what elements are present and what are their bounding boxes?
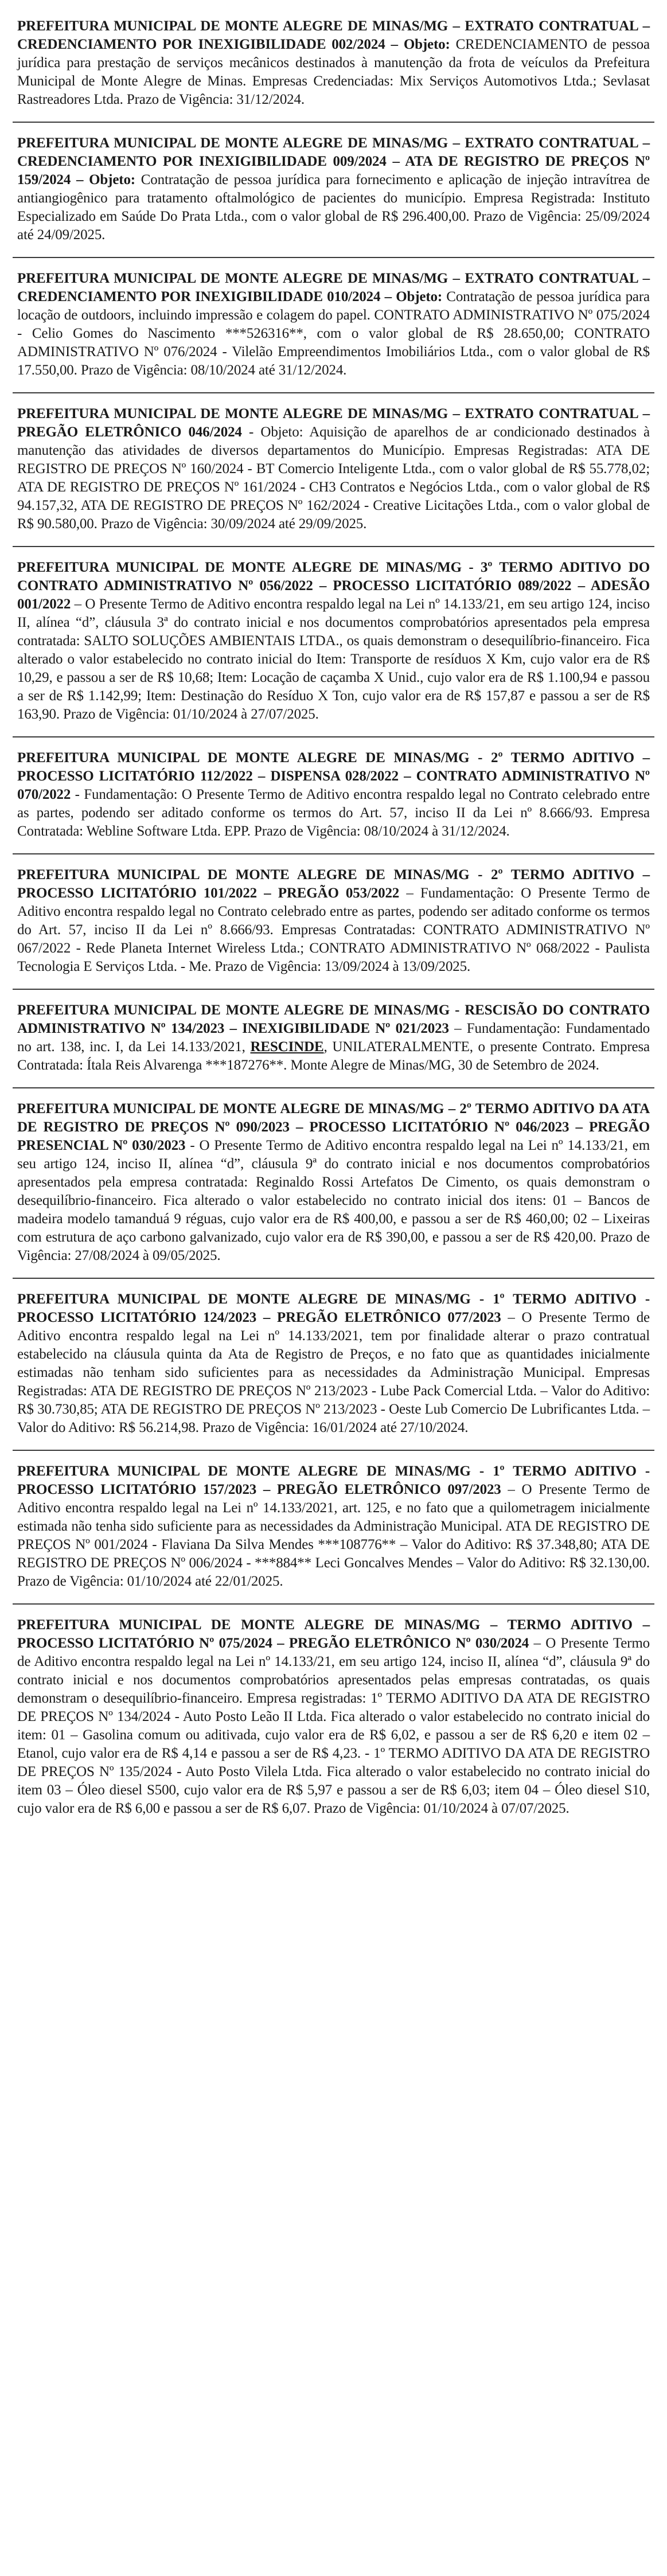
notice-body: – O Presente Termo de Aditivo encontra respaldo legal na Lei nº 14.133/21, em seu artigo 124, inciso II, alínea “d”, cláusula 3ª do contrato inicial e nos documentos comprobatórios apresentados pela empresa contratada: SALTO SOLUÇÕES AMBIENTAIS LTDA., os quais demonstram o desequilíbrio-financeiro. Fica alterado o valor estabelecido no contrato inicial do Item: Transporte de resíduos X Km, cujo valor era de R$ 10,29, e passou a ser de R$ 10,68; Item: Locação de caçamba X Unid., cujo valor era de R$ 1.100,94 e passou a ser de R$ 1.142,99; Item: Destinação do Resíduo X Ton, cujo valor era de R$ 157,87 e passou a ser de R$ 163,90. Prazo de Vigência: 01/10/2024 à 27/07/2025.	[17, 596, 650, 722]
notice-body: Contratação de pessoa jurídica para locação de outdoors, incluindo impressão e colagem do papel. CONTRATO ADMINISTRATIVO Nº 075/2024 - Celio Gomes do Nascimento ***526316**, com o valor global de R$ 28.650,00; CONTRATO ADMINISTRATIVO Nº 076/2024 - Vilelão Empreendimentos Imobiliários Ltda., com o valor global de R$ 17.550,00. Prazo de Vigência: 08/10/2024 até 31/12/2024.	[17, 289, 650, 378]
notice-heading: PREFEITURA MUNICIPAL DE MONTE ALEGRE DE MINAS/MG - 2º TERMO ADITIVO – PROCESSO LICITATÓRIO 101/2022 – PREGÃO 053/2022	[17, 867, 650, 901]
notice-body-continued: , UNILATERALMENTE, o presente Contrato. Empresa Contratada: Ítala Reis Alvarenga ***187276**. Monte Alegre de Minas/MG, 30 de Setembro de 2024.	[17, 1039, 650, 1073]
notice-extrato-credenciamento-009-2024	[13, 123, 654, 258]
notice-heading: PREFEITURA MUNICIPAL DE MONTE ALEGRE DE MINAS/MG – EXTRATO CONTRATUAL – PREGÃO ELETRÔNICO 046/2024	[17, 406, 650, 440]
notice-2-termo-aditivo-101-2022	[13, 854, 654, 990]
notice-heading: PREFEITURA MUNICIPAL DE MONTE ALEGRE DE MINAS/MG – EXTRATO CONTRATUAL – CREDENCIAMENTO POR INEXIGIBILIDADE 010/2024 –	[17, 271, 650, 305]
notice-heading: PREFEITURA MUNICIPAL DE MONTE ALEGRE DE MINAS/MG – TERMO ADITIVO – PROCESSO LICITATÓRIO Nº 075/2024 – PREGÃO ELETRÔNICO Nº 030/2024	[17, 1617, 650, 1651]
notice-3-termo-aditivo-056-2022	[13, 547, 654, 737]
notice-heading: PREFEITURA MUNICIPAL DE MONTE ALEGRE DE MINAS/MG – EXTRATO CONTRATUAL – CREDENCIAMENTO POR INEXIGIBILIDADE 002/2024 –	[17, 18, 650, 52]
notice-heading: PREFEITURA MUNICIPAL DE MONTE ALEGRE DE MINAS/MG – 2º TERMO ADITIVO DA ATA DE REGISTRO DE PREÇOS Nº 090/2023 – PROCESSO LICITATÓRIO Nº 046/2023 – PREGÃO PRESENCIAL Nº 030/2023	[17, 1101, 650, 1153]
notice-body: – Fundamentação: O Presente Termo de Aditivo encontra respaldo legal no Contrato celebrado entre as partes, podendo ser aditado conforme os termos do Art. 57, inciso II da Lei nº 8.666/93. Empresas Contratadas: CONTRATO ADMINISTRATIVO Nº 067/2022 - Rede Planeta Internet Wireless Ltda.; CONTRATO ADMINISTRATIVO Nº 068/2022 - Paulista Tecnologia E Serviços Ltda. - Me. Prazo de Vigência: 13/09/2024 à 13/09/2025.	[17, 885, 650, 974]
notice-2-termo-aditivo-ata-090-2023	[13, 1088, 654, 1279]
notice-extrato-credenciamento-010-2024	[13, 258, 654, 393]
notice-extrato-pregao-046-2024	[13, 393, 654, 547]
notice-body: – O Presente Termo de Aditivo encontra respaldo legal na Lei nº 14.133/2021, art. 125, e no fato que a quilometragem inicialmente estimada não tenha sido suficiente para as necessidades da Administração Municipal. ATA DE REGISTRO DE PREÇOS Nº 001/2024 - Flaviana Da Silva Mendes ***108776** – Valor do Aditivo: R$ 37.348,80; ATA DE REGISTRO DE PREÇOS Nº 006/2024 - ***884** Leci Goncalves Mendes – Valor do Aditivo: R$ 32.130,00. Prazo de Vigência: 01/10/2024 até 22/01/2025.	[17, 1482, 650, 1589]
notice-body: - Fundamentação: O Presente Termo de Aditivo encontra respaldo legal no Contrato celebrado entre as partes, podendo ser aditado conforme os termos do Art. 57, inciso II da Lei nº 8.666/93. Empresa Contratada: Webline Software Ltda. EPP. Prazo de Vigência: 08/10/2024 à 31/12/2024.	[17, 787, 650, 839]
notice-extrato-credenciamento-002-2024	[13, 6, 654, 123]
notice-heading: PREFEITURA MUNICIPAL DE MONTE ALEGRE DE MINAS/MG - 2º TERMO ADITIVO – PROCESSO LICITATÓRIO 112/2022 – DISPENSA 028/2022 – CONTRATO ADMINISTRATIVO Nº 070/2022	[17, 750, 650, 802]
notice-termo-aditivo-075-2024	[13, 1605, 654, 1830]
notice-heading: PREFEITURA MUNICIPAL DE MONTE ALEGRE DE MINAS/MG - 3º TERMO ADITIVO DO CONTRATO ADMINISTRATIVO Nº 056/2022 – PROCESSO LICITATÓRIO 089/2022 – ADESÃO 001/2022	[17, 560, 650, 612]
notice-heading: PREFEITURA MUNICIPAL DE MONTE ALEGRE DE MINAS/MG – EXTRATO CONTRATUAL – CREDENCIAMENTO POR INEXIGIBILIDADE 009/2024 – ATA DE REGISTRO DE PREÇOS Nº 159/2024 –	[17, 135, 650, 188]
notice-body: – O Presente Termo de Aditivo encontra respaldo legal na Lei nº 14.133/2021, tem por finalidade alterar o prazo contratual estabelecido na cláusula quinta da Ata de Registro de Preços, e no fato que as quantidades inicialmente estimadas não tenham sido suficientes para as necessidades da Administração Municipal. Empresas Registradas: ATA DE REGISTRO DE PREÇOS Nº 213/2023 - Lube Pack Comercial Ltda. – Valor do Aditivo: R$ 30.730,85; ATA DE REGISTRO DE PREÇOS Nº 213/2023 - Oeste Lub Comercio De Lubrificantes Ltda. – Valor do Aditivo: R$ 56.214,98. Prazo de Vigência: 16/01/2024 até 27/10/2024.	[17, 1310, 650, 1435]
notice-2-termo-aditivo-112-2022	[13, 737, 654, 854]
notice-rescisao-contrato-134-2023	[13, 990, 654, 1088]
notice-label: Objeto:	[83, 172, 135, 188]
notice-1-termo-aditivo-124-2023	[13, 1279, 654, 1451]
notice-body: - Objeto: Aquisição de aparelhos de ar condicionado destinados à manutenção das atividades de diversos departamentos do Município. Empresas Registradas: ATA DE REGISTRO DE PREÇOS Nº 160/2024 - BT Comercio Inteligente Ltda., com o valor global de R$ 55.778,02; ATA DE REGISTRO DE PREÇOS Nº 161/2024 - CH3 Contratos e Negócios Ltda., com o valor global de R$ 94.157,32, ATA DE REGISTRO DE PREÇOS Nº 162/2024 - Creative Licitações Ltda., com o valor global de R$ 90.580,00. Prazo de Vigência: 30/09/2024 até 29/09/2025.	[17, 424, 650, 532]
notice-1-termo-aditivo-157-2023	[13, 1451, 654, 1605]
notice-label: Objeto:	[397, 37, 450, 52]
notice-heading: PREFEITURA MUNICIPAL DE MONTE ALEGRE DE MINAS/MG - 1º TERMO ADITIVO - PROCESSO LICITATÓRIO 157/2023 – PREGÃO ELETRÔNICO 097/2023	[17, 1463, 650, 1497]
notice-label: Objeto:	[391, 289, 443, 305]
notice-body: – O Presente Termo de Aditivo encontra respaldo legal na Lei nº 14.133/21, em seu artigo 124, inciso II, alínea “d”, cláusula 9ª do contrato inicial e nos documentos comprobatórios apresentados pelas empresas contratadas, os quais demonstram o desequilíbrio-financeiro. Empresa registradas: 1º TERMO ADITIVO DA ATA DE REGISTRO DE PREÇOS Nº 134/2024 - Auto Posto Leão II Ltda. Fica alterado o valor estabelecido no contrato inicial do item: 01 – Gasolina comum ou aditivada, cujo valor era de R$ 6,02, e passou a ser de R$ 6,20 e item 02 – Etanol, cujo valor era de R$ 4,14 e passou a ser de R$ 4,23. - 1º TERMO ADITIVO DA ATA DE REGISTRO DE PREÇOS Nº 135/2024 - Auto Posto Vilela Ltda. Fica alterado o valor estabelecido no contrato inicial do item 03 – Óleo diesel S500, cujo valor era de R$ 5,97 e passou a ser de R$ 6,03; item 04 – Óleo diesel S10, cujo valor era de R$ 6,00 e passou a ser de R$ 6,07. Prazo de Vigência: 01/10/2024 à 07/07/2025.	[17, 1636, 650, 1816]
rescinde-emphasis: RESCINDE	[250, 1039, 324, 1055]
notice-body: - O Presente Termo de Aditivo encontra respaldo legal na Lei nº 14.133/21, em seu artigo 124, inciso II, alínea “d”, cláusula 9ª do contrato inicial e nos documentos comprobatórios apresentados pela empresa contratada: Reginaldo Rossi Artefatos De Cimento, os quais demonstram o desequilíbrio-financeiro. Fica alterado o valor estabelecido no contrato inicial dos itens: 01 – Bancos de madeira modelo tamanduá 9 réguas, cujo valor era de R$ 400,00, e passou a ser de R$ 460,00; 02 – Lixeiras com estrutura de aço carbono galvanizado, cujo valor era de R$ 390,00, e passou a ser de R$ 420,00. Prazo de Vigência: 27/08/2024 à 09/05/2025.	[17, 1138, 650, 1263]
notice-body: Contratação de pessoa jurídica para fornecimento e aplicação de injeção intravítrea de antiangiogênico para tratamento oftalmológico de pacientes do município. Empresa Registrada: Instituto Especializado em Saúde Do Prata Ltda., com o valor global de R$ 296.400,00. Prazo de Vigência: 25/09/2024 até 24/09/2025.	[17, 172, 650, 243]
notice-heading: PREFEITURA MUNICIPAL DE MONTE ALEGRE DE MINAS/MG - RESCISÃO DO CONTRATO ADMINISTRATIVO Nº 134/2023 – INEXIGIBILIDADE Nº 021/2023	[17, 1002, 650, 1036]
notice-body: CREDENCIAMENTO de pessoa jurídica para prestação de serviços mecânicos destinados à manutenção da frota de veículos da Prefeitura Municipal de Monte Alegre de Minas. Empresas Credenciadas: Mix Serviços Automotivos Ltda.; Sevlasat Rastreadores Ltda. Prazo de Vigência: 31/12/2024.	[17, 37, 650, 107]
notice-heading: PREFEITURA MUNICIPAL DE MONTE ALEGRE DE MINAS/MG - 1º TERMO ADITIVO - PROCESSO LICITATÓRIO 124/2023 – PREGÃO ELETRÔNICO 077/2023	[17, 1291, 650, 1325]
notice-body: – Fundamentação: Fundamentado no art. 138, inc. I, da Lei 14.133/2021,	[17, 1021, 650, 1055]
